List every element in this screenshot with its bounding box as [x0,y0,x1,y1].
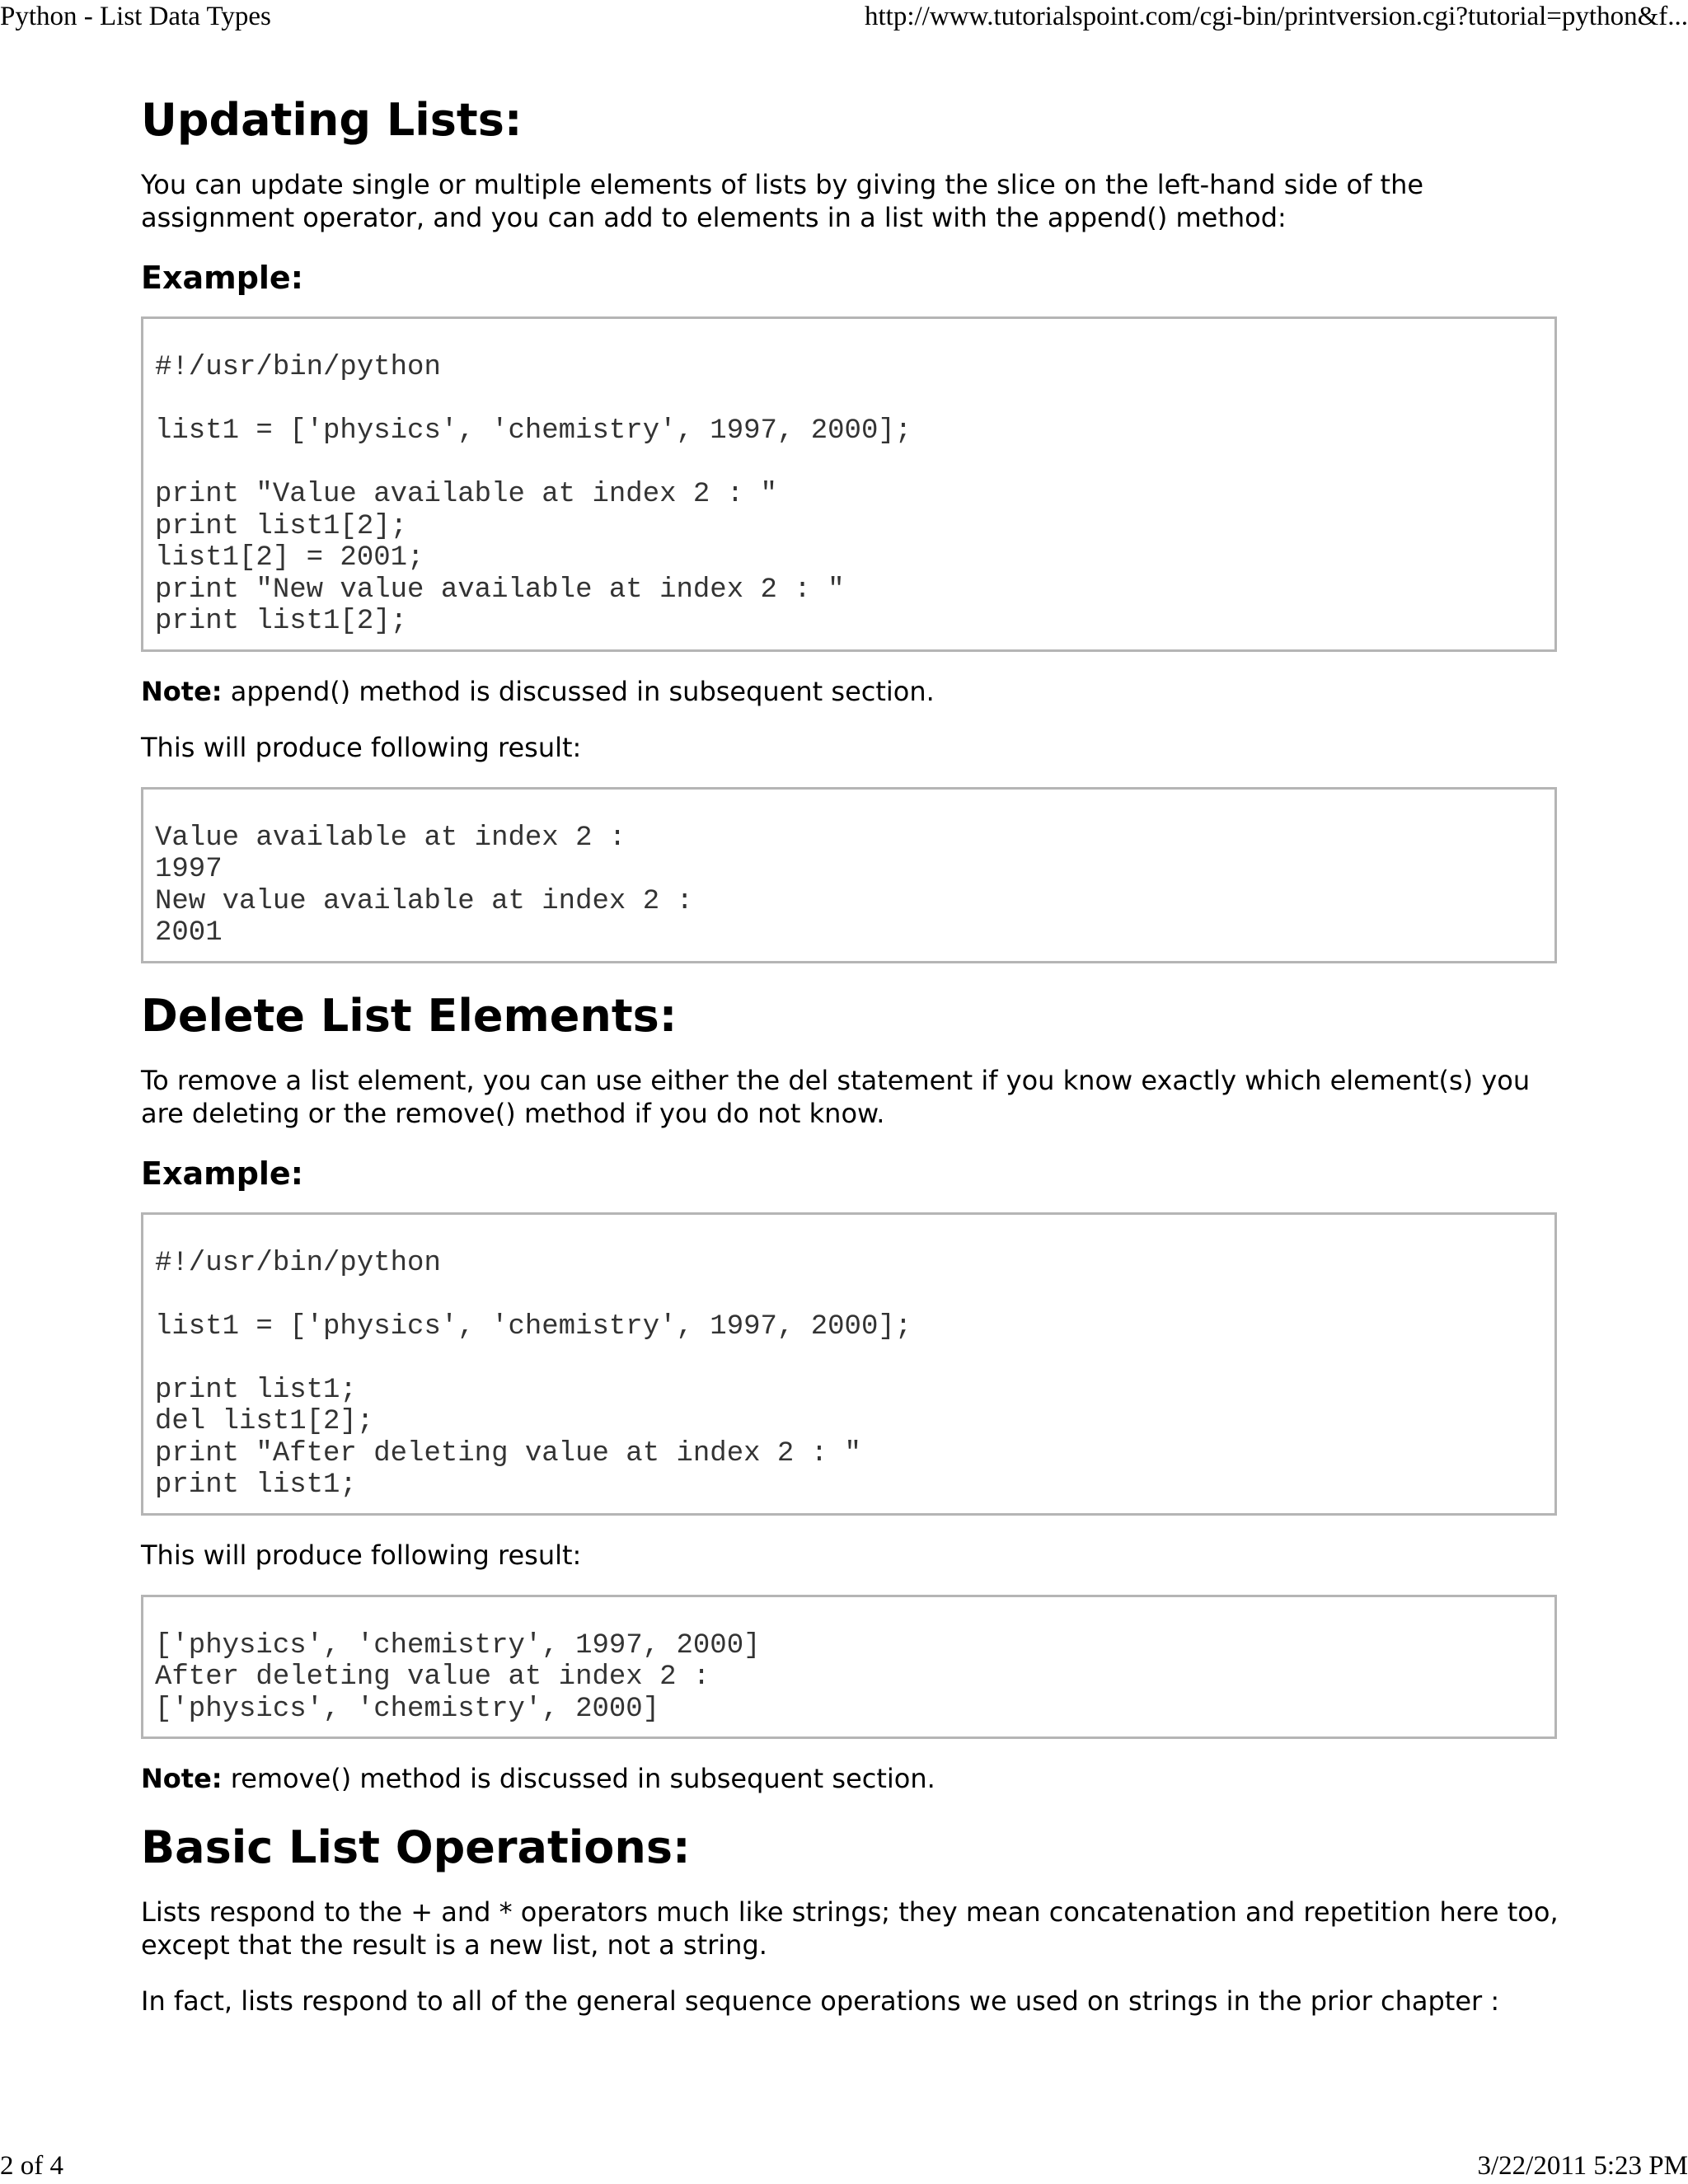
note-text: append() method is discussed in subsequent section. [222,675,935,707]
article-content [141,91,1559,2041]
example-label: Example: [141,1155,303,1192]
note-label: Note: [141,1763,223,1794]
section-intro: You can update single or multiple elements of lists by giving the slice on the left-hand side of the assignment operator, and you can add to elements in a list with the append() method: [141,169,1424,233]
section-delete-list-elements [141,987,1554,1796]
output-block: ['physics', 'chemistry', 1997, 2000] After deleting value at index 2 : ['physics', 'chemistry', 2000] [141,1595,1557,1740]
example-label: Example: [141,260,303,296]
section-paragraph: Lists respond to the + and * operators much like strings; they mean concatenation and repetition here too, except that the result is a new list, not a string. [141,1896,1559,1961]
code-block: #!/usr/bin/python list1 = ['physics', 'chemistry', 1997, 2000]; print list1; del list1[2]; print "After deleting value at index 2 : " print list1; [141,1212,1557,1516]
print-footer [0,2149,1688,2182]
note [141,1762,1559,1795]
result-label: This will produce following result: [141,1539,582,1571]
section-basic-list-operations [141,1818,1559,2018]
result-label: This will produce following result: [141,731,582,763]
section-paragraph: In fact, lists respond to all of the general sequence operations we used on strings in the prior chapter : [141,1985,1500,2017]
output-block: Value available at index 2 : 1997 New value available at index 2 : 2001 [141,787,1557,963]
code-block: #!/usr/bin/python list1 = ['physics', 'chemistry', 1997, 2000]; print "Value available at index 2 : " print list1[2]; list1[2] = 2001; print "New value available at index 2 : " print list1[2]; [141,316,1557,652]
note [141,675,1559,708]
section-updating-lists [141,91,1554,963]
section-title: Updating Lists: [141,94,523,146]
section-title: Basic List Operations: [141,1821,691,1873]
section-intro: To remove a list element, you can use either the del statement if you know exactly which element(s) you are deleting or the remove() method if you do not know. [141,1064,1531,1129]
print-timestamp: 3/22/2011 5:23 PM [1477,2151,1688,2181]
page-url[interactable]: http://www.tutorialspoint.com/cgi-bin/printversion.cgi?tutorial=python&f... [865,2,1688,31]
note-text: remove() method is discussed in subsequent section. [222,1763,935,1794]
page-number: 2 of 4 [0,2151,63,2181]
page-title: Python - List Data Types [0,2,271,31]
print-header [0,0,1688,33]
section-title: Delete List Elements: [141,989,678,1042]
note-label: Note: [141,675,223,707]
